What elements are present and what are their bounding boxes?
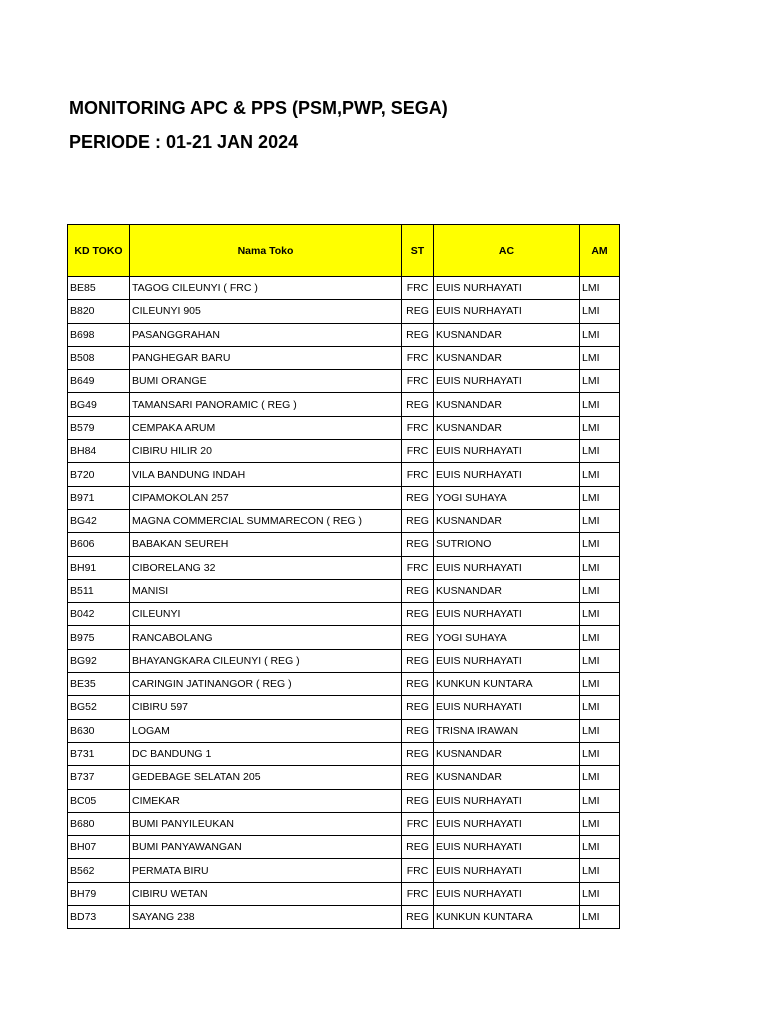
cell-ac: EUIS NURHAYATI bbox=[434, 370, 580, 393]
cell-am: LMI bbox=[580, 346, 620, 369]
cell-nama-toko: GEDEBAGE SELATAN 205 bbox=[130, 766, 402, 789]
cell-kd-toko: B508 bbox=[68, 346, 130, 369]
cell-kd-toko: B630 bbox=[68, 719, 130, 742]
cell-am: LMI bbox=[580, 579, 620, 602]
cell-ac: KUSNANDAR bbox=[434, 323, 580, 346]
cell-st: FRC bbox=[402, 812, 434, 835]
cell-nama-toko: CIMEKAR bbox=[130, 789, 402, 812]
table-row bbox=[68, 346, 620, 369]
cell-ac: KUSNANDAR bbox=[434, 766, 580, 789]
table-row bbox=[68, 579, 620, 602]
cell-kd-toko: B511 bbox=[68, 579, 130, 602]
cell-st: FRC bbox=[402, 463, 434, 486]
cell-kd-toko: B720 bbox=[68, 463, 130, 486]
cell-ac: EUIS NURHAYATI bbox=[434, 440, 580, 463]
table-row bbox=[68, 696, 620, 719]
cell-kd-toko: BD73 bbox=[68, 906, 130, 929]
cell-st: REG bbox=[402, 533, 434, 556]
cell-st: FRC bbox=[402, 882, 434, 905]
cell-ac: YOGI SUHAYA bbox=[434, 626, 580, 649]
cell-nama-toko: PASANGGRAHAN bbox=[130, 323, 402, 346]
cell-st: FRC bbox=[402, 277, 434, 300]
cell-am: LMI bbox=[580, 533, 620, 556]
col-header-ac: AC bbox=[434, 225, 580, 277]
table-row bbox=[68, 509, 620, 532]
cell-kd-toko: B737 bbox=[68, 766, 130, 789]
cell-nama-toko: BABAKAN SEUREH bbox=[130, 533, 402, 556]
cell-nama-toko: LOGAM bbox=[130, 719, 402, 742]
cell-am: LMI bbox=[580, 742, 620, 765]
cell-am: LMI bbox=[580, 649, 620, 672]
cell-kd-toko: B606 bbox=[68, 533, 130, 556]
cell-st: FRC bbox=[402, 370, 434, 393]
cell-ac: KUNKUN KUNTARA bbox=[434, 673, 580, 696]
cell-st: REG bbox=[402, 742, 434, 765]
cell-kd-toko: BE85 bbox=[68, 277, 130, 300]
cell-am: LMI bbox=[580, 696, 620, 719]
cell-ac: KUSNANDAR bbox=[434, 742, 580, 765]
cell-kd-toko: BG52 bbox=[68, 696, 130, 719]
cell-ac: EUIS NURHAYATI bbox=[434, 836, 580, 859]
cell-st: REG bbox=[402, 789, 434, 812]
cell-ac: YOGI SUHAYA bbox=[434, 486, 580, 509]
cell-ac: EUIS NURHAYATI bbox=[434, 696, 580, 719]
cell-st: FRC bbox=[402, 440, 434, 463]
cell-st: REG bbox=[402, 579, 434, 602]
cell-ac: EUIS NURHAYATI bbox=[434, 300, 580, 323]
cell-am: LMI bbox=[580, 277, 620, 300]
cell-ac: EUIS NURHAYATI bbox=[434, 463, 580, 486]
cell-kd-toko: B562 bbox=[68, 859, 130, 882]
cell-kd-toko: BH84 bbox=[68, 440, 130, 463]
cell-am: LMI bbox=[580, 766, 620, 789]
cell-nama-toko: CIPAMOKOLAN 257 bbox=[130, 486, 402, 509]
table-row bbox=[68, 556, 620, 579]
cell-kd-toko: B971 bbox=[68, 486, 130, 509]
cell-nama-toko: TAMANSARI PANORAMIC ( REG ) bbox=[130, 393, 402, 416]
table-row bbox=[68, 649, 620, 672]
table-row bbox=[68, 859, 620, 882]
cell-am: LMI bbox=[580, 626, 620, 649]
cell-st: REG bbox=[402, 766, 434, 789]
cell-nama-toko: CIBORELANG 32 bbox=[130, 556, 402, 579]
table-row bbox=[68, 836, 620, 859]
period-title: PERIODE : 01-21 JAN 2024 bbox=[69, 132, 299, 152]
cell-ac: EUIS NURHAYATI bbox=[434, 649, 580, 672]
table-row bbox=[68, 626, 620, 649]
table-row bbox=[68, 393, 620, 416]
cell-nama-toko: DC BANDUNG 1 bbox=[130, 742, 402, 765]
cell-nama-toko: CILEUNYI bbox=[130, 603, 402, 626]
cell-nama-toko: VILA BANDUNG INDAH bbox=[130, 463, 402, 486]
cell-am: LMI bbox=[580, 370, 620, 393]
cell-kd-toko: B579 bbox=[68, 416, 130, 439]
table-row bbox=[68, 486, 620, 509]
cell-st: REG bbox=[402, 649, 434, 672]
table-row bbox=[68, 440, 620, 463]
cell-ac: KUSNANDAR bbox=[434, 579, 580, 602]
table-row bbox=[68, 370, 620, 393]
cell-ac: EUIS NURHAYATI bbox=[434, 859, 580, 882]
cell-ac: KUSNANDAR bbox=[434, 509, 580, 532]
cell-am: LMI bbox=[580, 859, 620, 882]
cell-ac: EUIS NURHAYATI bbox=[434, 556, 580, 579]
cell-ac: KUSNANDAR bbox=[434, 416, 580, 439]
cell-nama-toko: PANGHEGAR BARU bbox=[130, 346, 402, 369]
cell-ac: EUIS NURHAYATI bbox=[434, 603, 580, 626]
cell-st: FRC bbox=[402, 859, 434, 882]
cell-am: LMI bbox=[580, 812, 620, 835]
cell-nama-toko: SAYANG 238 bbox=[130, 906, 402, 929]
cell-st: REG bbox=[402, 906, 434, 929]
cell-am: LMI bbox=[580, 603, 620, 626]
cell-kd-toko: BG42 bbox=[68, 509, 130, 532]
cell-am: LMI bbox=[580, 509, 620, 532]
cell-st: REG bbox=[402, 696, 434, 719]
cell-st: REG bbox=[402, 393, 434, 416]
table-row bbox=[68, 812, 620, 835]
cell-kd-toko: BH79 bbox=[68, 882, 130, 905]
cell-am: LMI bbox=[580, 300, 620, 323]
table-row bbox=[68, 673, 620, 696]
cell-kd-toko: B975 bbox=[68, 626, 130, 649]
cell-am: LMI bbox=[580, 416, 620, 439]
cell-st: REG bbox=[402, 486, 434, 509]
cell-st: REG bbox=[402, 673, 434, 696]
cell-st: REG bbox=[402, 626, 434, 649]
cell-nama-toko: CIBIRU HILIR 20 bbox=[130, 440, 402, 463]
table-row bbox=[68, 533, 620, 556]
cell-am: LMI bbox=[580, 463, 620, 486]
cell-am: LMI bbox=[580, 836, 620, 859]
table-row bbox=[68, 742, 620, 765]
table-row bbox=[68, 277, 620, 300]
cell-ac: EUIS NURHAYATI bbox=[434, 812, 580, 835]
cell-am: LMI bbox=[580, 323, 620, 346]
cell-nama-toko: BUMI ORANGE bbox=[130, 370, 402, 393]
cell-ac: EUIS NURHAYATI bbox=[434, 882, 580, 905]
table-row bbox=[68, 416, 620, 439]
cell-ac: SUTRIONO bbox=[434, 533, 580, 556]
table-row bbox=[68, 719, 620, 742]
cell-ac: KUSNANDAR bbox=[434, 393, 580, 416]
cell-nama-toko: BHAYANGKARA CILEUNYI ( REG ) bbox=[130, 649, 402, 672]
cell-kd-toko: BC05 bbox=[68, 789, 130, 812]
col-header-nama-toko: Nama Toko bbox=[130, 225, 402, 277]
cell-nama-toko: CARINGIN JATINANGOR ( REG ) bbox=[130, 673, 402, 696]
table-body bbox=[68, 277, 620, 929]
table-row bbox=[68, 766, 620, 789]
cell-ac: KUSNANDAR bbox=[434, 346, 580, 369]
cell-st: FRC bbox=[402, 416, 434, 439]
cell-nama-toko: BUMI PANYAWANGAN bbox=[130, 836, 402, 859]
cell-nama-toko: BUMI PANYILEUKAN bbox=[130, 812, 402, 835]
cell-st: FRC bbox=[402, 346, 434, 369]
col-header-am: AM bbox=[580, 225, 620, 277]
cell-am: LMI bbox=[580, 486, 620, 509]
table-row bbox=[68, 882, 620, 905]
cell-kd-toko: BH07 bbox=[68, 836, 130, 859]
cell-kd-toko: BH91 bbox=[68, 556, 130, 579]
cell-st: REG bbox=[402, 719, 434, 742]
cell-kd-toko: BG49 bbox=[68, 393, 130, 416]
cell-st: REG bbox=[402, 300, 434, 323]
cell-nama-toko: RANCABOLANG bbox=[130, 626, 402, 649]
col-header-st: ST bbox=[402, 225, 434, 277]
cell-ac: EUIS NURHAYATI bbox=[434, 789, 580, 812]
document-title: MONITORING APC & PPS (PSM,PWP, SEGA) bbox=[69, 98, 448, 118]
cell-st: REG bbox=[402, 323, 434, 346]
cell-am: LMI bbox=[580, 556, 620, 579]
cell-am: LMI bbox=[580, 882, 620, 905]
cell-st: REG bbox=[402, 836, 434, 859]
cell-kd-toko: BE35 bbox=[68, 673, 130, 696]
cell-am: LMI bbox=[580, 393, 620, 416]
cell-kd-toko: B042 bbox=[68, 603, 130, 626]
cell-ac: KUNKUN KUNTARA bbox=[434, 906, 580, 929]
cell-nama-toko: MAGNA COMMERCIAL SUMMARECON ( REG ) bbox=[130, 509, 402, 532]
table-row bbox=[68, 463, 620, 486]
cell-ac: TRISNA IRAWAN bbox=[434, 719, 580, 742]
cell-nama-toko: PERMATA BIRU bbox=[130, 859, 402, 882]
cell-kd-toko: BG92 bbox=[68, 649, 130, 672]
cell-am: LMI bbox=[580, 906, 620, 929]
cell-kd-toko: B680 bbox=[68, 812, 130, 835]
cell-kd-toko: B698 bbox=[68, 323, 130, 346]
cell-ac: EUIS NURHAYATI bbox=[434, 277, 580, 300]
table-row bbox=[68, 323, 620, 346]
table-row bbox=[68, 789, 620, 812]
cell-am: LMI bbox=[580, 789, 620, 812]
cell-am: LMI bbox=[580, 673, 620, 696]
store-table bbox=[67, 224, 620, 929]
cell-st: REG bbox=[402, 509, 434, 532]
col-header-kd-toko: KD TOKO bbox=[68, 225, 130, 277]
table-header-row bbox=[68, 225, 620, 277]
cell-nama-toko: CEMPAKA ARUM bbox=[130, 416, 402, 439]
table-row bbox=[68, 906, 620, 929]
cell-nama-toko: CILEUNYI 905 bbox=[130, 300, 402, 323]
cell-st: REG bbox=[402, 603, 434, 626]
cell-kd-toko: B820 bbox=[68, 300, 130, 323]
cell-nama-toko: CIBIRU WETAN bbox=[130, 882, 402, 905]
cell-nama-toko: MANISI bbox=[130, 579, 402, 602]
cell-kd-toko: B649 bbox=[68, 370, 130, 393]
cell-st: FRC bbox=[402, 556, 434, 579]
table-row bbox=[68, 300, 620, 323]
cell-am: LMI bbox=[580, 719, 620, 742]
table-row bbox=[68, 603, 620, 626]
cell-kd-toko: B731 bbox=[68, 742, 130, 765]
cell-am: LMI bbox=[580, 440, 620, 463]
cell-nama-toko: CIBIRU 597 bbox=[130, 696, 402, 719]
cell-nama-toko: TAGOG CILEUNYI ( FRC ) bbox=[130, 277, 402, 300]
